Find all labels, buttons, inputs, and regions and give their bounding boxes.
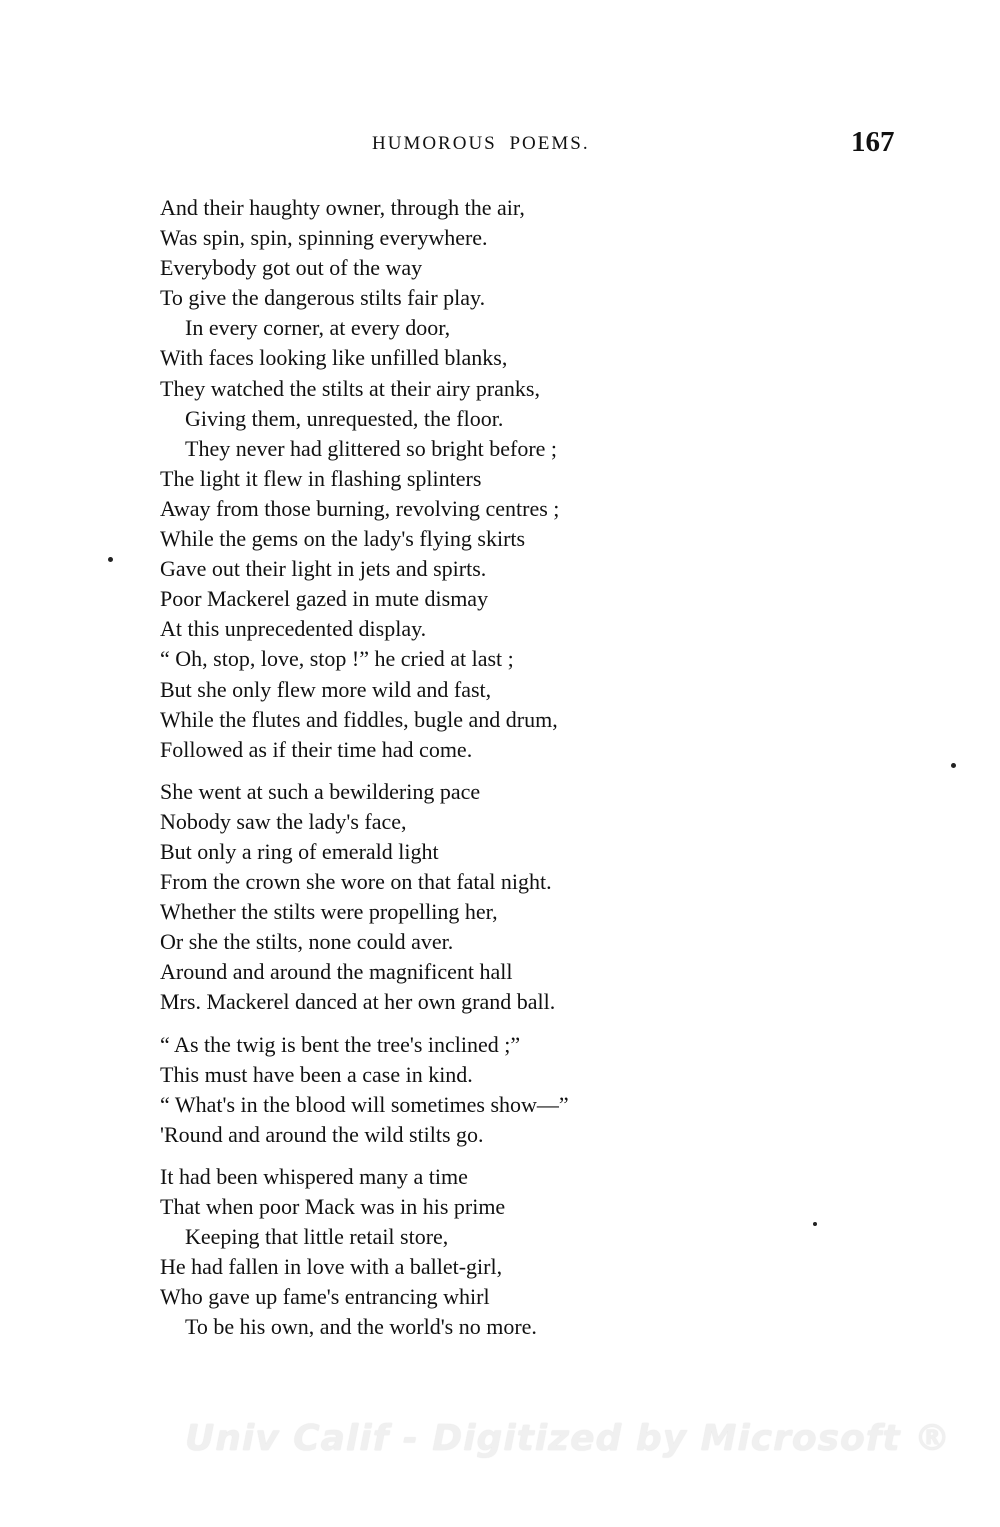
- poem-line: Gave out their light in jets and spirts.: [160, 556, 487, 582]
- ink-speck: [813, 1222, 817, 1226]
- stanza: [160, 1030, 860, 1150]
- poem-line: It had been whispered many a time: [160, 1163, 468, 1189]
- running-title: HUMOROUS POEMS.: [372, 133, 590, 154]
- poem-line: To give the dangerous stilts fair play.: [160, 285, 486, 311]
- poem-line: Who gave up fame's entrancing whirl: [160, 1284, 490, 1310]
- poem-line: “ Oh, stop, love, stop !” he cried at last ;: [160, 646, 514, 672]
- poem-line: This must have been a case in kind.: [160, 1061, 473, 1087]
- poem-line: Followed as if their time had come.: [160, 736, 473, 762]
- poem-line: Giving them, unrequested, the floor.: [185, 405, 504, 431]
- poem-line: 'Round and around the wild stilts go.: [160, 1121, 484, 1147]
- poem-line: Around and around the magnificent hall: [160, 959, 513, 985]
- poem-line: But she only flew more wild and fast,: [160, 676, 492, 702]
- poem-line: Everybody got out of the way: [160, 255, 423, 281]
- stanza: [160, 777, 860, 1018]
- poem-line: With faces looking like unfilled blanks,: [160, 345, 508, 371]
- poem-line: “ What's in the blood will sometimes show—”: [160, 1091, 569, 1117]
- stanza: [160, 193, 860, 765]
- poem-line: To be his own, and the world's no more.: [185, 1314, 537, 1340]
- poem-line: That when poor Mack was in his prime: [160, 1194, 506, 1219]
- poem-line: And their haughty owner, through the air,: [160, 195, 525, 220]
- poem-line: She went at such a bewildering pace: [160, 778, 481, 804]
- poem-line: Or she the stilts, none could aver.: [160, 929, 454, 955]
- poem-line: At this unprecedented display.: [160, 616, 427, 642]
- poem-line: Mrs. Mackerel danced at her own grand ball.: [160, 989, 556, 1015]
- poem-body: [160, 193, 860, 1354]
- poem-line: Was spin, spin, spinning everywhere.: [160, 225, 488, 251]
- ink-speck: [108, 557, 113, 562]
- poem-line: While the gems on the lady's flying skirts: [160, 526, 526, 552]
- poem-line: Nobody saw the lady's face,: [160, 808, 407, 834]
- poem-line: While the flutes and fiddles, bugle and drum,: [160, 706, 558, 732]
- poem-line: Away from those burning, revolving centres ;: [160, 495, 560, 521]
- page-number: 167: [851, 126, 895, 158]
- ink-speck: [951, 763, 956, 768]
- poem-line: Keeping that little retail store,: [185, 1224, 449, 1250]
- poem-line: From the crown she wore on that fatal night.: [160, 869, 552, 895]
- poem-line: Poor Mackerel gazed in mute dismay: [160, 586, 489, 612]
- poem-line: They never had glittered so bright before ;: [185, 435, 558, 461]
- poem-line: “ As the twig is bent the tree's inclined ;”: [160, 1031, 521, 1057]
- poem-line: Whether the stilts were propelling her,: [160, 899, 498, 925]
- poem-line: In every corner, at every door,: [185, 315, 451, 341]
- poem-line: The light it flew in flashing splinters: [160, 465, 482, 491]
- poem-line: They watched the stilts at their airy pranks,: [160, 375, 540, 401]
- poem-line: But only a ring of emerald light: [160, 838, 439, 864]
- poem-line: He had fallen in love with a ballet-girl,: [160, 1254, 503, 1280]
- digitization-watermark: Univ Calif - Digitized by Microsoft ®: [185, 1418, 952, 1459]
- stanza: [160, 1162, 860, 1343]
